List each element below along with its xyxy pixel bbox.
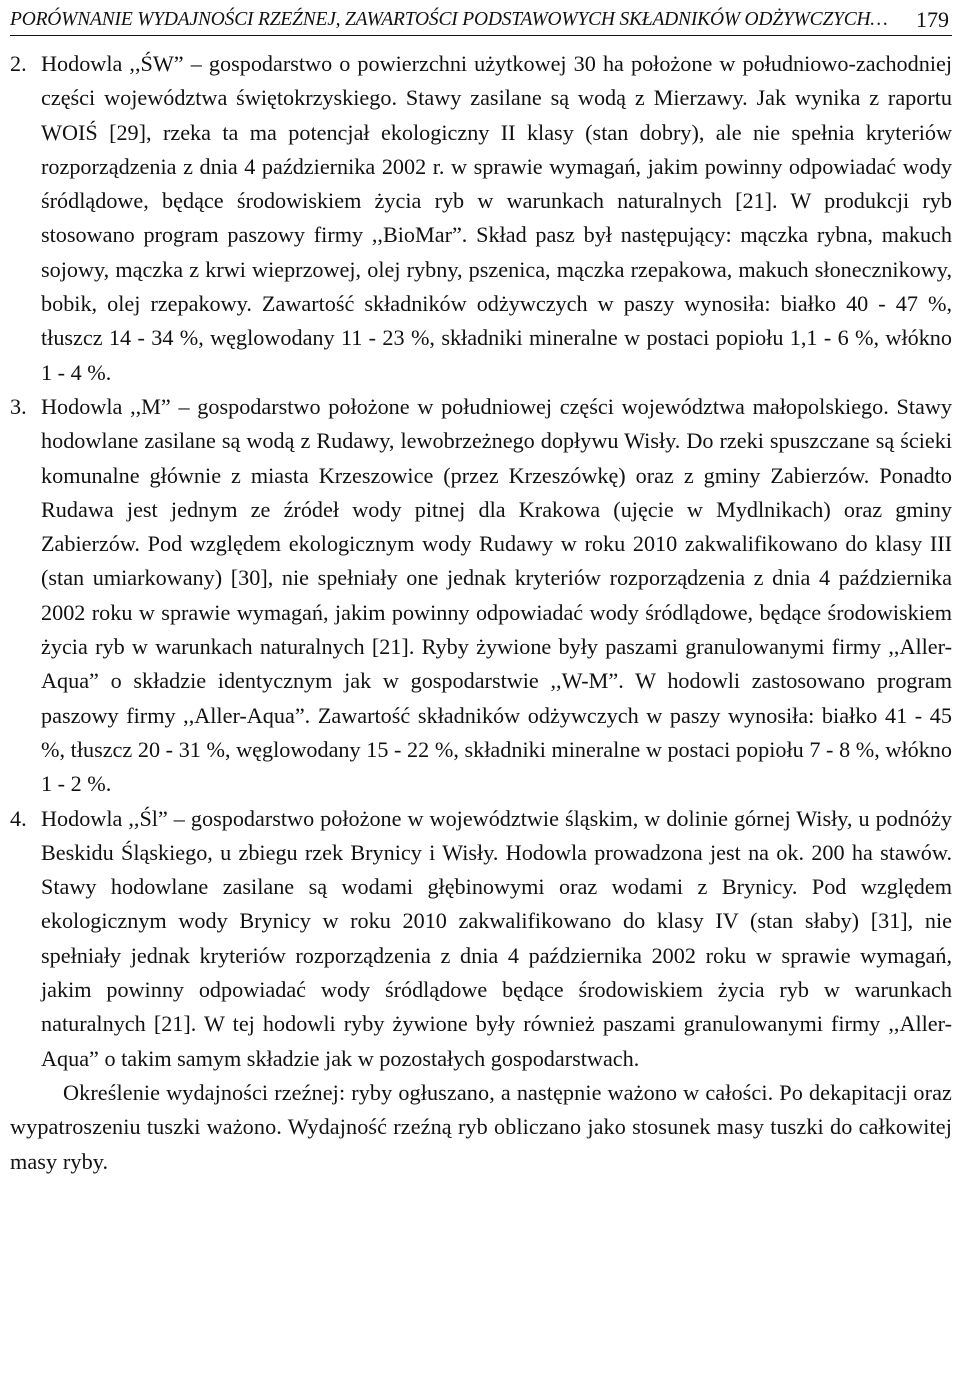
document-body bbox=[10, 47, 952, 1179]
farm-description-list bbox=[10, 47, 952, 1076]
page-number: 179 bbox=[916, 7, 949, 32]
running-header bbox=[10, 6, 952, 36]
list-item-number: 3. bbox=[10, 393, 27, 419]
list-item-farm-m bbox=[10, 390, 952, 802]
list-item-farm-sl bbox=[10, 802, 952, 1076]
summary-paragraph: Określenie wydajności rzeźnej: ryby ogłuszano, a następnie ważono w całości. Po dekapitacji oraz wypatroszeniu tuszki ważono. Wydajność rzeźną ryb obliczano jako stosunek masy tuszki do całkowitej masy ryby. bbox=[10, 1079, 952, 1174]
list-item-farm-sw bbox=[10, 47, 952, 390]
list-item-number: 4. bbox=[10, 805, 27, 831]
list-item-text: Hodowla ,,ŚW” – gospodarstwo o powierzchni użytkowej 30 ha położone w południowo-zachodniej części województwa świętokrzyskiego. Stawy zasilane są wodą z Mierzawy. Jak wynika z raportu WOIŚ [29], rzeka ta ma potencjał ekologiczny II klasy (stan dobry), ale nie spełnia kryteriów rozporządzenia z dnia 4 października 2002 r. w sprawie wymagań, jakim powinny odpowiadać wody śródlądowe, będące środowiskiem życia ryb w warunkach naturalnych [21]. W produkcji ryb stosowano program paszowy firmy ,,BioMar”. Skład pasz był następujący: mączka rybna, makuch sojowy, mączka z krwi wieprzowej, olej rybny, pszenica, mączka rzepakowa, makuch słonecznikowy, bobik, olej rzepakowy. Zawartość składników odżywczych w paszy wynosiła: białko 40 - 47 %, tłuszcz 14 - 34 %, węglowodany 11 - 23 %, składniki mineralne w postaci popiołu 1,1 - 6 %, włókno 1 - 4 %. bbox=[41, 51, 952, 385]
running-head-title: PORÓWNANIE WYDAJNOŚCI RZEŹNEJ, ZAWARTOŚCI PODSTAWOWYCH SKŁADNIKÓW ODŻYWCZYCH… bbox=[10, 9, 888, 30]
list-item-text: Hodowla ,,M” – gospodarstwo położone w południowej części województwa małopolskiego. Stawy hodowlane zasilane są wodą z Rudawy, lewobrzeżnego dopływu Wisły. Do rzeki spuszczane są ścieki komunalne głównie z miasta Krzeszowice (przez Krzeszówkę) oraz z gminy Zabierzów. Ponadto Rudawa jest jednym ze źródeł wody pitnej dla Krakowa (ujęcie w Mydlnikach) oraz gminy Zabierzów. Pod względem ekologicznym wody Rudawy w roku 2010 zakwalifikowano do klasy III (stan umiarkowany) [30], nie spełniały one jednak kryteriów rozporządzenia z dnia 4 października 2002 roku w sprawie wymagań, jakim powinny odpowiadać wody śródlądowe, będące środowiskiem życia ryb w warunkach naturalnych [21]. Ryby żywione były paszami granulowanymi firmy ,,Aller-Aqua” o składzie identycznym jak w gospodarstwie ,,W-M”. W hodowli zastosowano program paszowy firmy ,,Aller-Aqua”. Zawartość składników odżywczych w paszy wynosiła: białko 41 - 45 %, tłuszcz 20 - 31 %, węglowodany 15 - 22 %, składniki mineralne w postaci popiołu 7 - 8 %, włókno 1 - 2 %. bbox=[41, 393, 952, 797]
list-item-number: 2. bbox=[10, 51, 27, 76]
list-item-text: Hodowla ,,Śl” – gospodarstwo położone w województwie śląskim, w dolinie górnej Wisły, u podnóży Beskidu Śląskiego, u zbiegu rzek Brynicy i Wisły. Hodowla prowadzona jest na ok. 200 ha stawów. Stawy hodowlane zasilane są wodami głębinowymi oraz wodami z Brynicy. Pod względem ekologicznym wody Brynicy w roku 2010 zakwalifikowano do klasy IV (stan słaby) [31], nie spełniały jednak kryteriów rozporządzenia z dnia 4 października 2002 roku w sprawie wymagań, jakim powinny odpowiadać wody śródlądowe będące środowiskiem życia ryb w warunkach naturalnych [21]. W tej hodowli ryby żywione były również paszami granulowanymi firmy ,,Aller-Aqua” o takim samym składzie jak w pozostałych gospodarstwach. bbox=[41, 805, 952, 1071]
